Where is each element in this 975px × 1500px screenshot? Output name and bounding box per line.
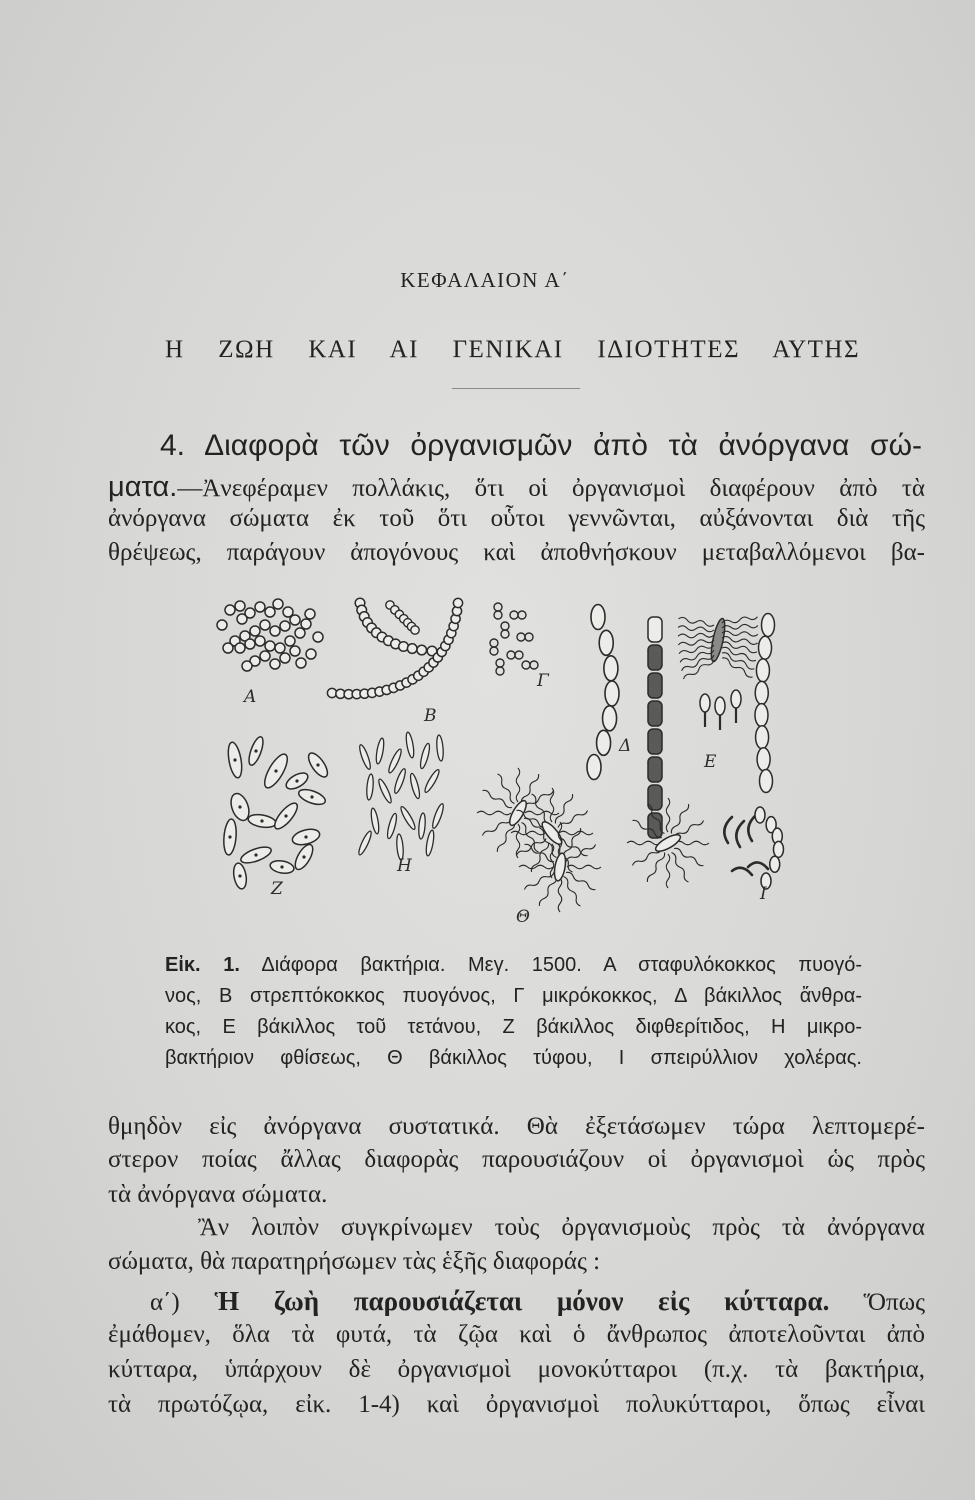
flagellum [562, 876, 582, 907]
flagellum [681, 653, 715, 672]
figure-label-a: Α [244, 687, 257, 707]
bacillus-rod [393, 768, 408, 794]
granule [302, 855, 305, 858]
paragraph-line: κύτταρα, ὑπάρχουν δὲ ὀργανισμοὶ μονοκύτταροι (π.χ. τὰ βακτήρια, [108, 1356, 925, 1383]
coccus-cell [270, 659, 280, 669]
coccus-cell [305, 609, 315, 619]
coccus-cell [260, 651, 270, 661]
coccus-cell [245, 639, 255, 649]
diphtheria-bacillus [222, 735, 330, 890]
bacillus-segment [755, 704, 768, 727]
streptococcus-bead [417, 645, 427, 655]
point-a-text: Ὅπως [829, 1289, 925, 1316]
spirillum-segment [770, 856, 780, 872]
coccus-cell [235, 643, 245, 653]
coccus-cell [313, 632, 323, 642]
micrococcus-cell [490, 639, 498, 647]
bacillus-rod [709, 617, 728, 662]
flagellum [567, 865, 601, 869]
bacillus-segment [604, 656, 618, 681]
figure-label-h: Η [397, 856, 412, 876]
flagellum [721, 646, 756, 662]
streptococcus-bead [411, 626, 419, 634]
figure-caption-line: κος, Ε βάκιλλος τοῦ τετάνου, Ζ βάκιλλος διφθερίτιδος, Η μικρο- [165, 1016, 862, 1038]
figure-label-c: Γ [537, 671, 549, 691]
coccus-cell [273, 599, 283, 609]
comma-cell [736, 821, 744, 847]
flagellum [670, 803, 690, 834]
typhoid-bacillus [477, 768, 709, 912]
bacillus-rod [419, 743, 432, 770]
paragraph-line: θμηδὸν εἰς ἀνόργανα συστατικά. Θὰ ἐξετάσωμεν τώρα λεπτομερέ- [108, 1113, 925, 1140]
bacillus-rod [431, 803, 446, 829]
staphylococcus-cluster [217, 599, 323, 671]
coccus-cell [255, 636, 265, 646]
coccus-cell [265, 641, 275, 651]
paragraph-line: ἐμάθομεν, ὅλα τὰ φυτά, τὰ ζῷα καὶ ὁ ἄνθρωπος ἀποτελοῦνται ἀπὸ [108, 1321, 925, 1348]
micrococcus-cell [522, 661, 530, 669]
granule [260, 819, 263, 822]
granule [238, 805, 241, 808]
flagellum [559, 831, 593, 835]
coccus-cell [280, 621, 290, 631]
comma-cell [748, 862, 768, 869]
figure-label-b: Β [424, 706, 437, 726]
micrococcus-cell [507, 651, 515, 659]
coccus-cell [237, 614, 247, 624]
flagellum [722, 615, 758, 625]
figure-caption-line: βακτήριον φθίσεως, Θ βάκιλλος τύφου, Ι σπειρύλλιον χολέρας. [165, 1047, 862, 1069]
coccus-cell [280, 653, 290, 663]
paragraph-line: ἀνόργανα σώματα ἐκ τοῦ ὅτι οὗτοι γεννῶνται, αὐξάνονται διὰ τῆς [108, 505, 925, 532]
flagellum [538, 876, 558, 907]
flagellum [482, 817, 513, 837]
bacillus-rod [409, 773, 422, 800]
flagellum [520, 822, 540, 853]
figure-label-z: Ζ [271, 879, 283, 899]
coccus-cell [217, 620, 227, 630]
comma-cell [732, 868, 752, 875]
bacillus-segment [587, 755, 601, 780]
flagellum [670, 852, 690, 883]
bacillus-segment [760, 770, 773, 793]
paragraph-line: στερον ποίας ἄλλας διαφορὰς παρουσιάζουν οἱ ὀργανισμοὶ ὡς πρὸς [108, 1146, 925, 1173]
paragraph-line: τὰ πρωτόζῳα, εἰκ. 1-4) καὶ ὀργανισμοὶ πολυκύτταροι, ὅπως εἶναι [108, 1391, 925, 1418]
figure-caption-text: Διάφορα βακτήρια. Μεγ. 1500. Α σταφυλόκοκκος πυογό- [239, 954, 862, 976]
paragraph-text: —Ἀνεφέραμεν πολλάκις, ὅτι οἱ ὀργανισμοὶ διαφέρουν ἀπὸ τὰ [177, 475, 925, 502]
flagellum [722, 631, 758, 636]
bacillus-segment [755, 681, 768, 704]
micrococcus-cell [530, 661, 538, 669]
figure-label-e: Ε [704, 752, 717, 772]
figure-caption-line: νος, Β στρεπτόκοκκος πυογόνος, Γ μικρόκοκκος, Δ βάκιλλος ἄνθρα- [165, 985, 862, 1007]
figure-label-d: Δ [619, 736, 632, 756]
coccus-cell [242, 661, 252, 671]
bacillus-segment [648, 645, 662, 670]
flagellum [558, 878, 562, 912]
bacillus-rod [405, 732, 415, 759]
flagellum [525, 811, 559, 815]
coccus-cell [295, 628, 305, 638]
flagellum [554, 793, 574, 824]
flagellum [673, 847, 704, 867]
micrococcus-cell [494, 603, 502, 611]
bacillus-segment [759, 636, 772, 659]
bacteria-figure [200, 585, 800, 935]
flagellum [666, 854, 670, 888]
coccus-cell [260, 620, 270, 630]
bacillus-rod [399, 805, 417, 831]
tuberculosis-bacterium [357, 732, 445, 861]
bacillus-segment [648, 673, 662, 698]
paragraph-line: θρέψεως, παράγουν ἀπογόνους καὶ ἀποθνήσκουν μεταβαλλόμενοι βα- [108, 539, 925, 566]
bacillus-segment [599, 630, 613, 655]
streptococcus-chains [327, 598, 462, 699]
micrococcus-cell [510, 611, 518, 619]
bacillus-segment [648, 729, 662, 754]
flagellum [678, 638, 714, 647]
coccus-cell [255, 602, 265, 612]
section-heading: 4. Διαφορὰ τῶν ὀργανισμῶν ἀπὸ τὰ ἀνόργανα σώ- [160, 429, 922, 462]
streptococcus-bead [453, 598, 462, 607]
comma-cell [724, 817, 732, 843]
bacillus-segment [605, 681, 619, 706]
flagellum [519, 865, 553, 869]
coccus-cell [285, 636, 295, 646]
granule [238, 874, 241, 877]
tetanus-bacillus [678, 614, 775, 793]
bacillus-segment [756, 726, 769, 749]
coccus-cell [296, 658, 306, 668]
bacillus-rod [357, 830, 373, 856]
paragraph-line: τὰ ἀνόργανα σώματα. [108, 1181, 328, 1208]
micrococcus-cell [515, 651, 523, 659]
bacillus-rod [387, 748, 403, 774]
flagellum [516, 768, 520, 802]
cholera-spirillum [724, 807, 783, 889]
micrococcus-cell [501, 630, 509, 638]
granule [254, 749, 257, 752]
bacillus-rod [386, 813, 399, 840]
chapter-label: ΚΕΦΑΛΑΙΟΝ Α΄ [400, 268, 570, 292]
granule [316, 763, 319, 766]
chapter-title: Η ΖΩΗ ΚΑΙ ΑΙ ΓΕΝΙΚΑΙ ΙΔΙΟΤΗΤΕΣ ΑΥΤΗΣ [165, 336, 860, 363]
granule [233, 758, 236, 761]
spirillum-segment [755, 807, 765, 823]
spirillum-segment [773, 841, 783, 857]
coccus-cell [265, 607, 275, 617]
flagellum [627, 841, 661, 845]
figure-label-i: Ι [760, 884, 767, 904]
coccus-cell [290, 646, 300, 656]
micrococcus-cell [496, 667, 504, 675]
flagellum [511, 831, 545, 835]
bacillus-rod [418, 813, 426, 839]
flagellum [666, 798, 670, 832]
bacillus-rod [366, 774, 374, 800]
coccus-cell [270, 626, 280, 636]
flagellum [477, 811, 511, 815]
bacillus-rod [507, 798, 530, 827]
flagellum [565, 871, 596, 891]
point-a-line [150, 1282, 925, 1320]
flagellum [678, 633, 714, 638]
streptococcus-bead [407, 644, 417, 654]
flagellum [646, 852, 666, 883]
figure-caption-lead: Εἰκ. 1. [165, 954, 240, 976]
micrococcus-cell [501, 622, 509, 630]
flagellum [675, 841, 709, 845]
bacillus-segment [603, 706, 617, 731]
title-divider [452, 388, 580, 389]
micrococcus-cell [518, 611, 526, 619]
granule [254, 853, 257, 856]
bacillus-rod [425, 830, 435, 857]
bacillus-segment [648, 757, 662, 782]
bacillus-rod [423, 768, 441, 794]
bacillus-rod [436, 735, 444, 761]
granule [295, 779, 298, 782]
granule [228, 835, 231, 838]
paragraph-line: Ἂν λοιπὸν συγκρίνωμεν τοὺς ὀργανισμοὺς πρὸς τὰ ἀνόργανα [198, 1214, 925, 1241]
coccus-cell [235, 601, 245, 611]
granule [274, 769, 277, 772]
spore [700, 694, 710, 712]
micrococcus-cell [494, 611, 502, 619]
flagellum [524, 843, 555, 863]
point-a-marker: α΄) [150, 1289, 180, 1316]
flagellum [722, 623, 758, 630]
flagellum [520, 773, 540, 804]
granule [304, 835, 307, 838]
granule [280, 865, 283, 868]
micrococcus-cell [525, 633, 533, 641]
figure-label-th: Θ [516, 907, 530, 927]
spore [715, 697, 725, 715]
granule [284, 814, 287, 817]
micrococcus-cell [517, 633, 525, 641]
flagellum [565, 843, 596, 863]
micrococcus-cell [496, 659, 504, 667]
granule [310, 795, 313, 798]
bacillus-segment [757, 748, 770, 771]
section-heading-continuation: ματα. [108, 471, 178, 503]
paragraph-line [108, 470, 925, 504]
bacillus-segment [648, 617, 662, 642]
coccus-cell [290, 615, 300, 625]
bacillus-rod [375, 738, 385, 765]
micrococcus-cells [490, 603, 538, 675]
coccus-cell [275, 643, 285, 653]
spore [731, 690, 741, 708]
flagellum [530, 793, 550, 824]
micrococcus-cell [490, 647, 498, 655]
bacillus-rod [358, 744, 373, 770]
bacillus-rod [370, 808, 380, 835]
bacillus-segment [591, 605, 605, 630]
coccus-cell [301, 619, 311, 629]
bacillus-rod [377, 778, 393, 804]
coccus-cell [225, 605, 235, 615]
flagellum [722, 636, 758, 645]
anthrax-bacillus-chains [587, 605, 662, 839]
flagellum [496, 822, 516, 853]
figure-caption-line [165, 950, 862, 980]
coccus-cell [250, 626, 260, 636]
flagellum [523, 789, 554, 809]
bacillus-segment [648, 701, 662, 726]
bacillus-segment [756, 659, 769, 682]
bacillus-segment [762, 614, 775, 637]
bacillus-segment [597, 730, 611, 755]
flagellum [482, 789, 513, 809]
paragraph-line: σώματα, θὰ παρατηρήσωμεν τὰς ἑξῆς διαφοράς : [108, 1248, 601, 1275]
coccus-cell [306, 649, 316, 659]
flagellum [496, 773, 516, 804]
coccus-cell [223, 643, 233, 653]
point-a-bold-statement: Ἡ ζωὴ παρουσιάζεται μόνον εἰς κύτταρα. [179, 1286, 830, 1316]
